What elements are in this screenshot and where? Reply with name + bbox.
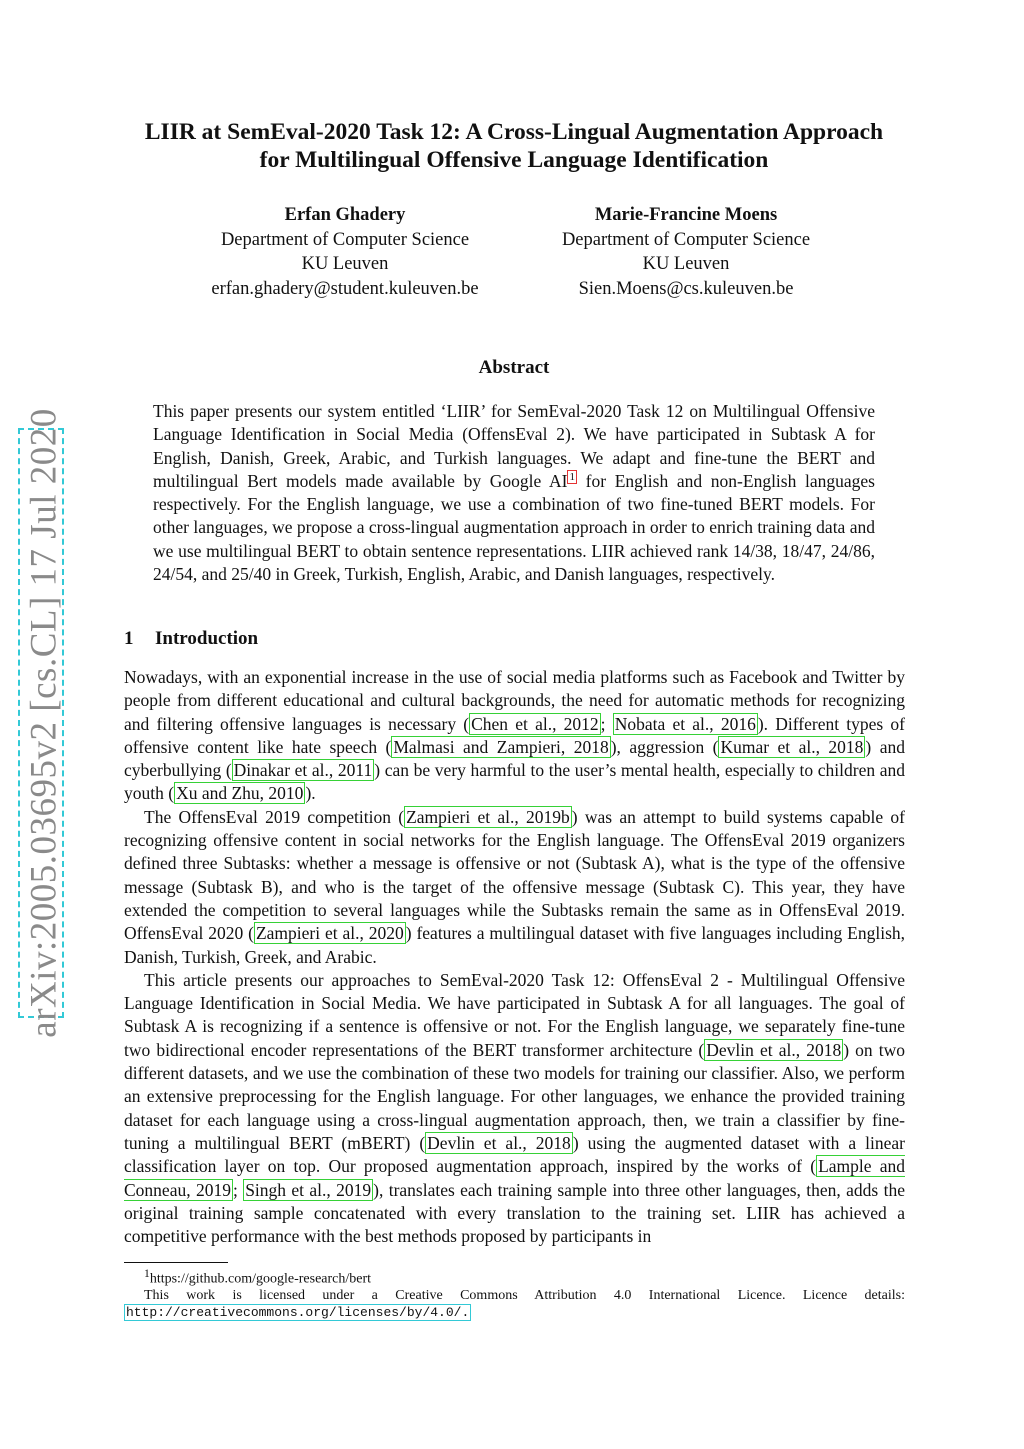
paper-title (110, 118, 918, 174)
citation-link[interactable]: Zampieri et al., 2020 (255, 923, 404, 944)
footnote-link[interactable]: 1 (569, 471, 575, 484)
license-note: This work is licensed under a Creative Commons Attribution 4.0 International Licence. Licence details: (144, 1288, 905, 1304)
citation-link[interactable]: Xu and Zhu, 2010 (176, 783, 304, 804)
license-url-link[interactable]: http://creativecommons.org/licenses/by/4.0/. (126, 1304, 470, 1320)
license-url-line (124, 1305, 905, 1322)
author-name: Erfan Ghadery (284, 205, 406, 225)
abstract-part-2: for English and non-English languages respectively. For the English language, we use a combination of two fine-tuned BERT models. For other languages, we propose a cross-lingual augmentation approach in order to enrich training data and we use multilingual BERT to obtain sentence representations. LIIR achieved rank 14/38, 18/47, 24/86, 24/54, and 25/40 in Greek, Turkish, English, Arabic, and Danish languages, respectively. (153, 470, 875, 585)
citation-link[interactable]: Lample and Conneau, 2019 (124, 1156, 906, 1200)
paragraph-text: This article presents our approaches to SemEval-2020 Task 12: OffensEval 2 - Multilingual Offensive Language Identification in Social Media. We have participated in Subtask A for all languages. The goal of Subtask A is recognizing if a sentence is offensive or not. For the English language, we separately fine-tune two bidirectional encoder representations of the BERT transformer architecture ( (124, 969, 905, 1060)
paragraph-text: ) was an attempt to build systems capable of recognizing offensive content in social networks for the English language. The OffensEval 2019 organizers defined three Subtasks: whether a message is offensive or not (Subtask A), what is the type of the offensive message (Subtask B), and who is the target of the offensive message (Subtask C). This year, they have extended the competition to several languages while the Subtasks remain the same as in OffensEval 2019. OffensEval 2020 ( (124, 806, 905, 944)
author-email: Sien.Moens@cs.kuleuven.be (578, 278, 794, 299)
citation-link[interactable]: Dinakar et al., 2011 (233, 760, 373, 781)
paragraph (124, 806, 905, 969)
section-number: 1 (124, 628, 134, 649)
author-block-2 (486, 203, 886, 301)
author-email: erfan.ghadery@student.kuleuven.be (211, 278, 479, 299)
paragraph-text: ) on two different datasets, and we use the combination of these two models for training our classifier. Also, we perform an extensive preprocessing for the English language. For other languages, we enhance the provided training dataset for each language using a cross-lingual augmentation approach, then, we train a classifier by fine-tuning a multilingual BERT (mBERT) ( (124, 1039, 905, 1153)
author-institution: KU Leuven (301, 254, 389, 274)
citation-link[interactable]: Devlin et al., 2018 (706, 1039, 842, 1060)
author-name: Marie-Francine Moens (594, 205, 778, 225)
citation-link[interactable]: Chen et al., 2012 (471, 713, 599, 734)
paragraph (124, 969, 905, 1249)
paragraph-text: ) features a multilingual dataset with five languages including English, Danish, Turkish, Greek, and Arabic. (124, 923, 906, 967)
paragraph-text: ; (232, 1179, 244, 1200)
section-heading-introduction (124, 628, 258, 650)
footnote-mark: 1 (144, 1267, 150, 1280)
paragraph (124, 666, 905, 806)
paragraph-text: ) using the augmented dataset with a linear classification layer on top. Our proposed augmentation approach, inspired by the works of ( (124, 1132, 906, 1177)
footnote-1 (124, 1266, 905, 1288)
arxiv-identifier[interactable]: arXiv:2005.03695v2 [cs.CL] 17 Jul 2020 (23, 408, 65, 1038)
paragraph-text: ; (600, 713, 613, 734)
abstract-heading: Abstract (478, 357, 550, 378)
citation-link[interactable]: Devlin et al., 2018 (427, 1132, 571, 1153)
author-department: Department of Computer Science (561, 229, 811, 250)
citation-link[interactable]: Malmasi and Zampieri, 2018 (393, 736, 609, 757)
paragraph-text: ) can be very harmful to the user’s mental health, especially to children and youth ( (124, 760, 905, 804)
title-line-2: for Multilingual Offensive Language Identification (259, 147, 769, 173)
paragraph-text: ). Different types of offensive content like hate speech ( (124, 713, 905, 757)
paragraph-text: ). (305, 783, 316, 804)
abstract-text (153, 400, 875, 586)
paragraph-text: ), translates each training sample into three other languages, then, adds the original training sample concatenated with every translation to the training set. LIIR has achieved a competitive performance with the best methods proposed by participants in (124, 1179, 905, 1247)
author-institution: KU Leuven (642, 254, 730, 274)
footnotes (124, 1266, 905, 1321)
paragraph-text: ) and cyberbullying ( (124, 736, 905, 781)
citation-link[interactable]: Zampieri et al., 2019b (406, 806, 570, 827)
introduction-body (124, 666, 905, 1248)
paragraph-text: ), aggression ( (610, 736, 719, 757)
author-block-1 (145, 203, 545, 301)
footnote-divider (124, 1262, 228, 1263)
paragraph-text: Nowadays, with an exponential increase in the use of social media platforms such as Facebook and Twitter by people from different educational and cultural backgrounds, the need for automatic methods for recognizing and filtering offensive languages is necessary ( (124, 667, 905, 734)
section-title: Introduction (155, 628, 259, 649)
abstract-part-1: This paper presents our system entitled ‘LIIR’ for SemEval-2020 Task 12 on Multilingual Offensive Language Identification in Social Media (OffensEval 2). We have participated in Subtask A for English, Danish, Greek, Arabic, and Turkish languages. We adapt and fine-tune the BERT and multilingual Bert models made available by Google AI (153, 401, 875, 491)
author-department: Department of Computer Science (220, 229, 470, 250)
title-line-1: LIIR at SemEval-2020 Task 12: A Cross-Lingual Augmentation Approach (144, 119, 884, 145)
citation-link[interactable]: Singh et al., 2019 (245, 1179, 372, 1200)
footnote-url: https://github.com/google-research/bert (149, 1271, 372, 1287)
citation-link[interactable]: Nobata et al., 2016 (614, 713, 756, 734)
citation-link[interactable]: Kumar et al., 2018 (720, 736, 864, 757)
paragraph-text: The OffensEval 2019 competition ( (144, 806, 405, 827)
